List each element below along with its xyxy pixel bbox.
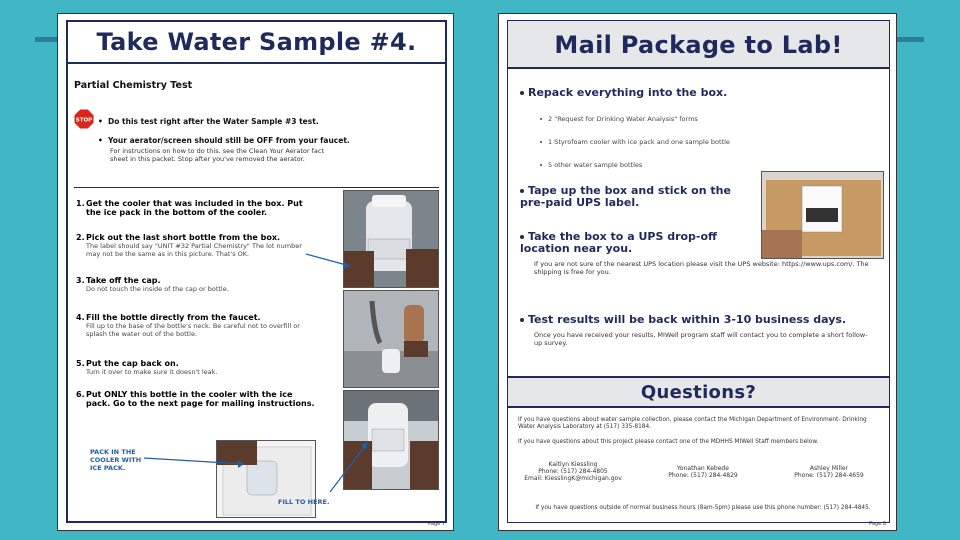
questions-line-2: If you have questions about this project please contact one of the MDHHS MIWell Staff members below.	[518, 439, 819, 445]
step-6-heading: Put ONLY this bottle in the cooler with the ice pack. Go to the next page for mailing instructions.	[86, 390, 315, 408]
results-text: Once you have received your results, MIWell program staff will contact you to complete a short follow-up survey.	[534, 331, 868, 347]
stop-bullet-2: • Your aerator/screen should still be OFF from your faucet. For instructions on how to do this, see the Clean Your Aerator fact sheet in this packet. Stop after you've removed the aerator.	[98, 136, 350, 163]
annotation-pack-cooler: PACK IN THE COOLER WITH ICE PACK.	[90, 448, 142, 472]
step-3-body: Do not touch the inside of the cap or bottle.	[86, 285, 229, 293]
bullet-dot	[520, 235, 524, 239]
stop-bullet-1-bold: Do this test right after the Water Sample #3 test.	[108, 117, 319, 126]
contact-kiessling	[518, 461, 628, 482]
ups-box-photo	[761, 171, 884, 259]
bullet-results	[520, 314, 890, 326]
right-page	[498, 13, 897, 531]
subbullet-bottles	[540, 161, 642, 169]
bullet-tape-box-heading: Tape up the box and stick on the pre-paid UPS label.	[520, 184, 731, 209]
annotation-arrows	[68, 22, 447, 523]
subbullet-forms	[540, 115, 698, 123]
contact-kebede-phone: Phone: (517) 284-4829	[668, 472, 738, 479]
contact-kiessling-name: Kaitlyn Kiessling	[548, 461, 598, 468]
step-6-number: 6.	[76, 390, 85, 399]
subbullet-cooler	[540, 138, 730, 146]
ups-dropoff-text: If you are not sure of the nearest UPS location please visit the UPS website: https://www.ups.com/. The shipping is free for you.	[534, 260, 869, 276]
subbullet-forms-text: 2 "Request for Drinking Water Analysis" forms	[548, 115, 698, 123]
right-page-frame	[507, 20, 890, 523]
step-2-body: The label should say "UNIT #32 Partial Chemistry" The lot number may not be the same as in this picture. That's OK.	[86, 242, 302, 258]
contact-kiessling-email[interactable]: Email: KiesslingK@michigan.gov	[524, 475, 622, 482]
step-1-number: 1.	[76, 199, 85, 208]
step-4-body: Fill up to the base of the bottle's neck. Be careful not to overfill or splash the water out of the bottle.	[86, 322, 300, 338]
step-2-number: 2.	[76, 233, 85, 242]
bullet-dot	[520, 91, 524, 95]
step-5-body: Turn it over to make sure it doesn't leak.	[86, 368, 218, 376]
contact-miller-phone: Phone: (517) 284-4659	[794, 472, 864, 479]
step-2-heading: Pick out the last short bottle from the box.	[86, 233, 281, 242]
bullet-ups-dropoff-heading: Take the box to a UPS drop-off location near you.	[520, 230, 717, 255]
contact-kiessling-phone: Phone: (517) 284-4805	[538, 468, 608, 475]
bullet-repack-heading: Repack everything into the box.	[528, 86, 728, 99]
step-3-number: 3.	[76, 276, 85, 285]
subbullet-cooler-text: 1 Styrofoam cooler with ice pack and one sample bottle	[548, 138, 730, 146]
questions-line-1: If you have questions about water sample collection, please contact the Michigan Department of Environment- Drinking Water Analysis Laboratory at (517) 335-8184.	[518, 417, 867, 430]
step-4-heading: Fill the bottle directly from the faucet.	[86, 313, 261, 322]
bullet-dot	[520, 189, 524, 193]
left-page-title: Take Water Sample #4.	[68, 22, 445, 64]
bullet-dot	[520, 318, 524, 322]
stop-bullet-1: • Do this test right after the Water Sample #3 test.	[98, 117, 319, 126]
stop-sign-text: STOP	[75, 117, 93, 124]
bullet-repack	[520, 87, 727, 99]
step-4-number: 4.	[76, 313, 85, 322]
contact-miller-name: Ashley Miller	[809, 465, 849, 472]
step-1-heading: Get the cooler that was included in the box. Put the ice pack in the bottom of the cooler.	[86, 199, 303, 217]
contact-kebede	[648, 465, 758, 479]
left-page-frame	[66, 20, 447, 523]
step-3-heading: Take off the cap.	[86, 276, 161, 285]
contact-miller	[774, 465, 884, 479]
stop-bullet-2-bold: Your aerator/screen should still be OFF from your faucet.	[108, 136, 350, 145]
bullet-ups-dropoff	[520, 231, 750, 255]
step-5-number: 5.	[76, 359, 85, 368]
step-5-heading: Put the cap back on.	[86, 359, 179, 368]
questions-title: Questions?	[508, 376, 889, 408]
after-hours-note: If you have questions outside of normal business hours (8am-5pm) please use this phone number: (517) 284-4845.	[535, 505, 871, 511]
stop-bullet-2-text: For instructions on how to do this, see the Clean Your Aerator fact sheet in this packet. Stop after you've removed the aerator.	[110, 147, 325, 163]
contact-kebede-name: Yonathan Kebede	[677, 465, 729, 472]
section-title: Partial Chemistry Test	[74, 80, 193, 91]
bullet-results-heading: Test results will be back within 3-10 business days.	[528, 313, 847, 326]
bullet-tape-box	[520, 185, 745, 209]
right-page-number: Page 8	[869, 521, 886, 527]
annotation-fill-to-here: FILL TO HERE.	[278, 498, 330, 506]
left-page	[57, 13, 454, 531]
subbullet-bottles-text: 5 other water sample bottles	[548, 161, 643, 169]
right-page-title: Mail Package to Lab!	[508, 21, 889, 69]
left-page-number: Page 7	[428, 521, 445, 527]
